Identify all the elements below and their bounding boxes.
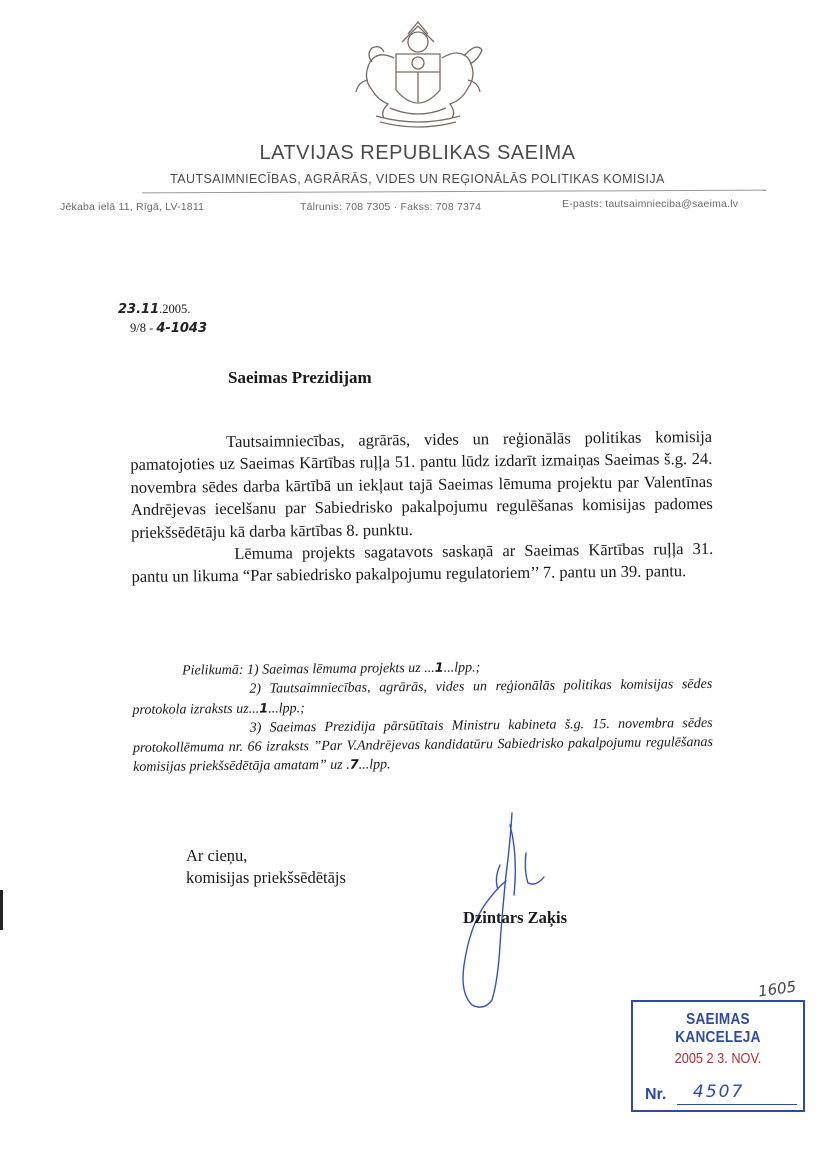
coat-of-arms-emblem xyxy=(350,20,486,132)
body-paragraph-1: Tautsaimniecības, agrārās, vides un reģionālās politikas komisija pamatojoties uz Saeimas Kārtības ruļļa 51. pantu lūdz izdarīt izmaiņas Saeimas š.g. 24. novembra sēdes darba kārtībā un iekļaut tajā Saeimas lēmuma projektu par Valentīnas Andrējevas iecelšanu par Sabiedrisko pakalpojumu regulēšanas komisijas padomes priekšsēdētāju kā darba kārtības 8. punktu. xyxy=(130,426,713,542)
attachment-item-1: Pielikumā: 1) Saeimas lēmuma projekts uz ...1...lpp.; xyxy=(182,660,481,679)
closing-block xyxy=(186,845,346,889)
body-paragraph-2: Lēmuma projekts sagatavots saskaņā ar Saeimas Kārtības ruļļa 31. pantu un likuma “Par sabiedrisko pakalpojumu regulatoriem’’ 7. pantu un 39. pantu. xyxy=(131,538,714,587)
stamp-nr-value: 4507 xyxy=(693,1082,745,1102)
letter-date xyxy=(118,302,190,317)
stamp-nr-underline xyxy=(677,1104,797,1105)
attachment-1-pages: 1 xyxy=(434,660,444,676)
attachment-item-3: 3) Saeimas Prezidija pārsūtītais Ministru kabineta š.g. 15. novembra sēdes protokollēmuma nr. 66 izraksts ”Par V.Andrējevas kandidatūru Sabiedrisko pakalpojumu regulēšanas komisijas priekšsēdētāja amatam” uz .7...lpp. xyxy=(132,715,713,776)
institution-title: LATVIJAS REPUBLIKAS SAEIMA xyxy=(259,142,576,164)
contact-address: Jēkaba ielā 11, Rīgā, LV-1811 xyxy=(60,201,205,213)
contact-phone-fax: Tālrunis: 708 7305 · Fakss: 708 7374 xyxy=(300,201,482,213)
stamp-title: SAEIMAS KANCELEJA xyxy=(675,1011,761,1046)
reference-handwritten: 4-1043 xyxy=(156,321,208,336)
attachment-3-pages: 7 xyxy=(349,758,359,774)
stamp-date: 2005 2 3. NOV. xyxy=(674,1050,762,1067)
attachment-2-pages: 1 xyxy=(259,701,269,717)
stamp-nr-label: Nr. xyxy=(645,1086,667,1103)
committee-subtitle: TAUTSAIMNIECĪBAS, AGRĀRĀS, VIDES UN REĢIONĀLĀS POLITIKAS KOMISIJA xyxy=(170,172,665,186)
letter-reference xyxy=(130,321,207,336)
date-handwritten: 23.11 xyxy=(118,302,160,317)
addressee: Saeimas Prezidijam xyxy=(228,368,372,387)
attachments-list xyxy=(132,656,713,778)
letter-body xyxy=(130,426,714,589)
signer-name: Dzintars Zaķis xyxy=(463,908,568,927)
chancery-stamp xyxy=(631,1000,805,1112)
closing-role: komisijas priekšsēdētājs xyxy=(186,868,346,887)
reference-printed: 9/8 - xyxy=(130,321,157,335)
date-printed: .2005. xyxy=(159,302,191,316)
contact-email: E-pasts: tautsaimnieciba@saeima.lv xyxy=(562,198,739,210)
letterhead-divider xyxy=(142,190,766,194)
closing-salutation: Ar cieņu, xyxy=(186,846,248,865)
scan-edge-mark xyxy=(0,890,3,930)
handwritten-registration-number: 1605 xyxy=(756,977,798,1001)
attachment-item-2: 2) Tautsaimniecības, agrārās, vides un reģionālās politikas komisijas sēdes protokola izraksts uz...1...lpp.; xyxy=(132,677,713,718)
